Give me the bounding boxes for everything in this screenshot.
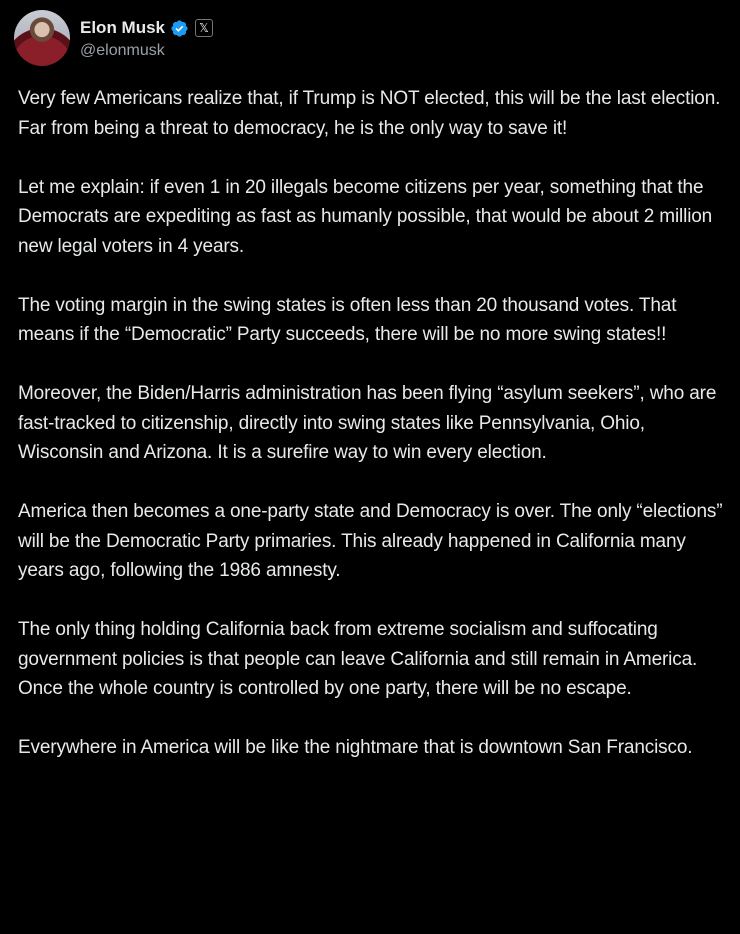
author-display-name[interactable]: Elon Musk xyxy=(80,18,166,37)
post-paragraph-5: America then becomes a one-party state and Democracy is over. The only “elections” will be the Democratic Party primaries. This already happened in California many years ago, following the 1986 amnesty. xyxy=(18,501,723,581)
post-paragraph-4: Moreover, the Biden/Harris administration has been flying “asylum seekers”, who are fast-tracked to citizenship, directly into swing states like Pennsylvania, Ohio, Wisconsin and Arizona. It is a surefire way to win every election. xyxy=(18,383,717,463)
author-identity xyxy=(80,16,213,60)
avatar[interactable] xyxy=(14,10,70,66)
x-logo-icon: 𝕏 xyxy=(195,19,213,37)
post-paragraph-2: Let me explain: if even 1 in 20 illegals become citizens per year, something that the Democrats are expediting as fast as humanly possible, that would be about 2 million new legal voters in 4 years. xyxy=(18,176,713,257)
post-text xyxy=(18,84,730,763)
author-handle[interactable]: @elonmusk xyxy=(80,42,165,59)
post-header xyxy=(14,10,213,66)
post-paragraph-1: Very few Americans realize that, if Trump is NOT elected, this will be the last election. Far from being a threat to democracy, he is the only way to save it! xyxy=(18,88,721,139)
post-paragraph-7: Everywhere in America will be like the nightmare that is downtown San Francisco. xyxy=(18,737,693,758)
post-paragraph-3: The voting margin in the swing states is often less than 20 thousand votes. That means if the “Democratic” Party succeeds, there will be no more swing states!! xyxy=(18,294,677,345)
verified-badge-icon xyxy=(170,19,189,38)
post-paragraph-6: The only thing holding California back from extreme socialism and suffocating government policies is that people can leave California and still remain in America. Once the whole country is controlled by one party, there will be no escape. xyxy=(18,619,698,699)
name-row xyxy=(80,16,213,40)
